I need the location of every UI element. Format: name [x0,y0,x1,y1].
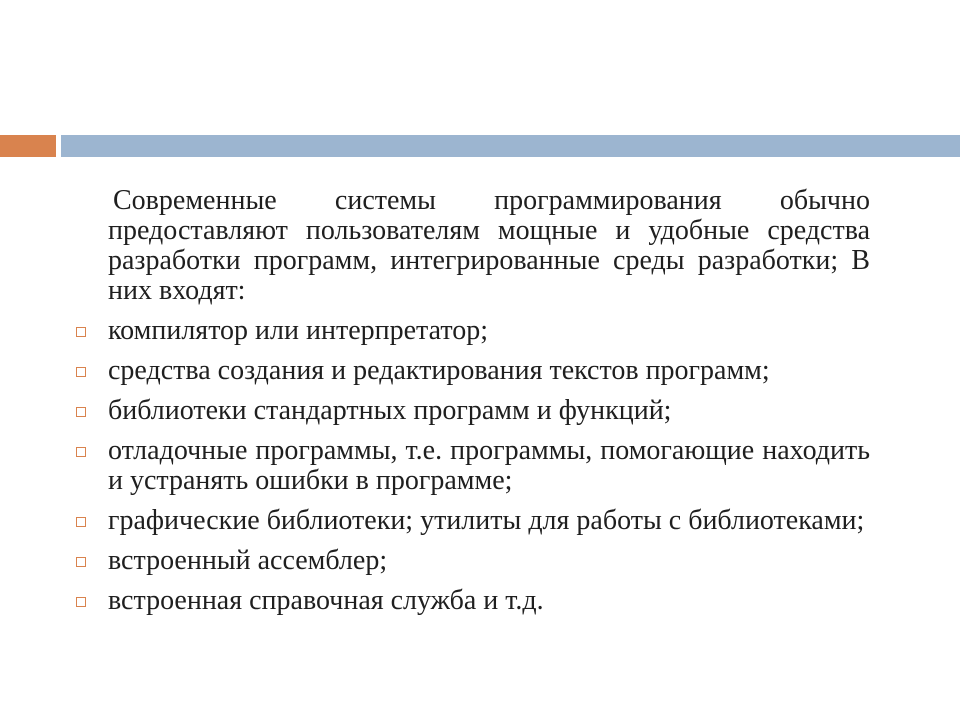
slide-body [108,186,870,626]
list-item-text: встроенная справочная служба и т.д. [108,585,544,616]
list-item [108,316,870,346]
hollow-square-bullet-icon [76,447,86,457]
list-item-text: встроенный ассемблер; [108,545,388,576]
hollow-square-bullet-icon [76,517,86,527]
list-item-text: графические библиотеки; утилиты для работы с библиотеками; [108,505,865,536]
bullet-list [108,316,870,616]
hollow-square-bullet-icon [76,557,86,567]
list-item [108,546,870,576]
list-item-text: компилятор или интерпретатор; [108,315,488,346]
intro-paragraph: Современные системы программирования обычно предоставляют пользователям мощные и удобные средства разработки программ, интегрированные среды разработки; В них входят: [108,185,870,306]
list-item [108,396,870,426]
hollow-square-bullet-icon [76,597,86,607]
list-item-text: библиотеки стандартных программ и функций; [108,395,672,426]
list-item [108,436,870,496]
header-accent-bar [0,135,56,157]
list-item [108,506,870,536]
list-item-text: отладочные программы, т.е. программы, помогающие находить и устранять ошибки в программе; [108,435,870,496]
list-item [108,356,870,386]
hollow-square-bullet-icon [76,367,86,377]
list-item-text: средства создания и редактирования текстов программ; [108,355,770,386]
hollow-square-bullet-icon [76,327,86,337]
hollow-square-bullet-icon [76,407,86,417]
list-item [108,586,870,616]
header-bar [61,135,960,157]
